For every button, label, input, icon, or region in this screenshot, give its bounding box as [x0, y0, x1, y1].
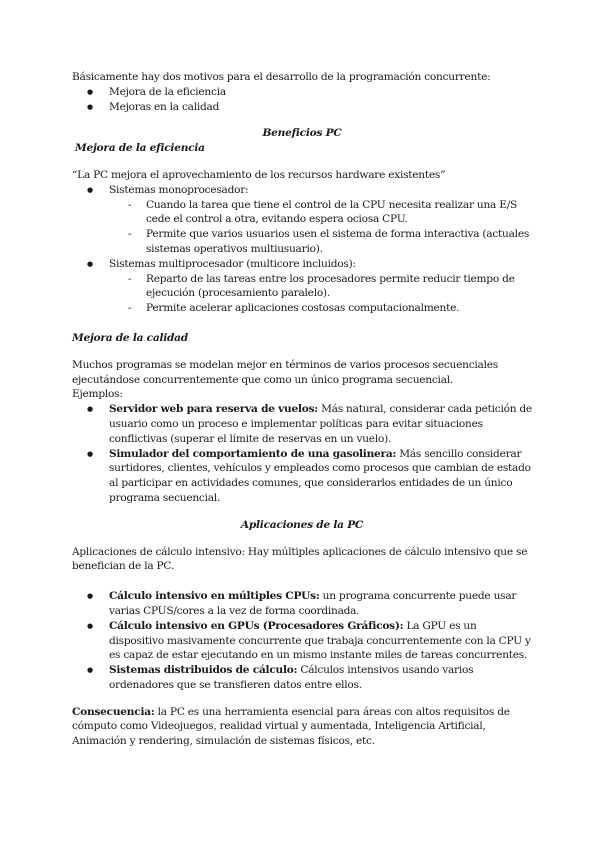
heading-mejora-eficiencia: Mejora de la eficiencia — [75, 142, 205, 155]
consecuencia-label: Consecuencia: — [72, 705, 155, 718]
ejemplo-gasolinera-text: Más sencillo considerar surtidores, clientes, vehículos y empleados como procesos que cambian de estado al participar en actividades comunes, que considerarlos entidades de un único programa secuencial. — [109, 447, 531, 504]
calidad-paragraph: Muchos programas se modelan mejor en términos de varios procesos secuenciales ejecutándose concurrentemente que como un único programa secuencial. — [72, 358, 498, 386]
ejemplo-servidor-web — [72, 402, 532, 446]
ejemplo-gasolinera — [72, 447, 532, 506]
section-title-aplicaciones: Aplicaciones de la PC — [240, 518, 364, 531]
aplicacion-cpus-text: un programa concurrente puede usar varias CPUS/cores a la vez de forma coordinada. — [109, 590, 517, 617]
aplicacion-distribuidos-title: Sistemas distribuidos de cálculo: — [109, 664, 298, 677]
aplicaciones-intro: Aplicaciones de cálculo intensivo: Hay múltiples aplicaciones de cálculo intensivo que se benefician de la PC. — [72, 545, 528, 573]
heading-mejora-calidad: Mejora de la calidad — [72, 331, 188, 344]
aplicacion-gpus-title: Cálculo intensivo en GPUs (Procesadores Gráficos): — [109, 619, 404, 632]
item-multiprocesador: ● Sistemas multiprocesador (multicore incluidos): — [72, 257, 532, 272]
aplicacion-cpus — [72, 589, 532, 619]
aplicaciones-list — [72, 589, 532, 693]
ejemplo-gasolinera-title: Simulador del comportamiento de una gasolinera: — [109, 447, 397, 460]
intro-item-calidad: ● Mejoras en la calidad — [72, 100, 532, 115]
aplicacion-distribuidos-text: Cálculos intensivos usando varios ordenadores que se transfieren datos entre ellos. — [109, 664, 474, 691]
consecuencia-text: la PC es una herramienta esencial para áreas con altos requisitos de cómputo como Videojuegos, realidad virtual y aumentada, Inteligencia Artificial, Animación y rendering, simulación de sistemas físicos, etc. — [72, 705, 510, 748]
eficiencia-list — [72, 183, 532, 316]
ejemplos-list — [72, 402, 532, 506]
subitem-multiprocesador-2: - Permite acelerar aplicaciones costosas computacionalmente. — [72, 301, 532, 316]
ejemplo-servidor-web-title: Servidor web para reserva de vuelos: — [109, 403, 318, 416]
subitem-monoprocesador-1: - Cuando la tarea que tiene el control de la CPU necesita realizar una E/S cede el control a otra, evitando espera ociosa CPU. — [72, 198, 532, 228]
subitem-monoprocesador-2: - Permite que varios usuarios usen el sistema de forma interactiva (actuales sistemas operativos multiusuario). — [72, 227, 532, 257]
ejemplos-label: Ejemplos: — [72, 388, 123, 401]
subitem-multiprocesador-1: - Reparto de las tareas entre los procesadores permite reducir tiempo de ejecución (procesamiento paralelo). — [72, 272, 532, 302]
intro-list — [72, 85, 532, 115]
intro-item-eficiencia: ● Mejora de la eficiencia — [72, 85, 532, 100]
aplicacion-cpus-title: Cálculo intensivo en múltiples CPUs: — [109, 590, 320, 603]
ejemplo-servidor-web-text: Más natural, considerar cada petición de usuario como un proceso e implementar políticas para evitar situaciones conflictivas (superar el límite de reservas en un vuelo). — [109, 403, 532, 445]
quote-aprovechamiento: “La PC mejora el aprovechamiento de los recursos hardware existentes” — [72, 168, 446, 181]
section-title-beneficios: Beneficios PC — [262, 127, 342, 140]
aplicacion-gpus-text: La GPU es un dispositivo masivamente concurrente que trabaja concurrentemente con la CPU y es capaz de estar ejecutando en un mismo instante miles de tareas concurrentes. — [109, 619, 531, 662]
item-monoprocesador: ● Sistemas monoprocesador: — [72, 183, 532, 198]
consecuencia-paragraph — [72, 705, 532, 749]
aplicacion-gpus — [72, 619, 532, 663]
document-page — [72, 70, 532, 749]
aplicacion-distribuidos — [72, 663, 532, 693]
intro-paragraph: Básicamente hay dos motivos para el desarrollo de la programación concurrente: — [72, 71, 491, 83]
